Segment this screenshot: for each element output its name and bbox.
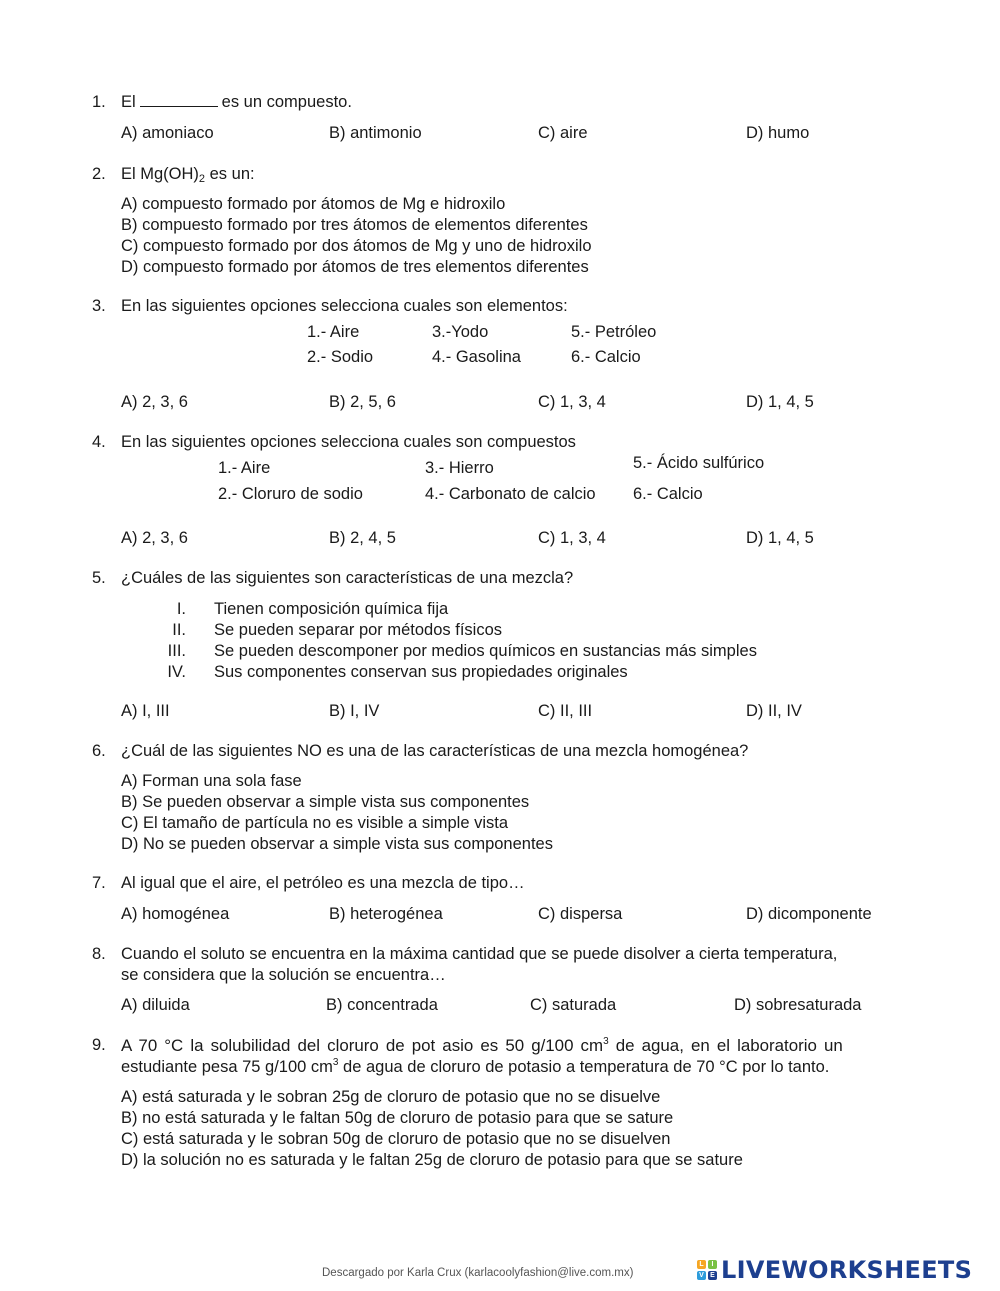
q2-option-c[interactable]: C) compuesto formado por dos átomos de Mg y uno de hidroxilo (121, 237, 592, 255)
q8-number: 8. (92, 945, 106, 963)
q6-number: 6. (92, 742, 106, 760)
q9-option-c[interactable]: C) está saturada y le sobran 50g de cloruro de potasio que no se disuelven (121, 1130, 671, 1148)
q7-option-a[interactable]: A) homogénea (121, 905, 230, 923)
q5-option-d[interactable]: D) II, IV (746, 702, 802, 720)
q1-option-b[interactable]: B) antimonio (329, 124, 422, 142)
q9-option-b[interactable]: B) no está saturada y le faltan 50g de cloruro de potasio para que se sature (121, 1109, 674, 1127)
q6-option-a[interactable]: A) Forman una sola fase (121, 772, 302, 790)
q7-option-c[interactable]: C) dispersa (538, 905, 623, 923)
q5-item: Se pueden separar por métodos físicos (214, 621, 503, 639)
logo-tile-e: E (708, 1271, 717, 1280)
q8-option-c[interactable]: C) saturada (530, 996, 617, 1014)
q1-text-after: es un compuesto. (221, 93, 352, 111)
q4-item: 6.- Calcio (633, 485, 703, 503)
q7-number: 7. (92, 874, 106, 892)
q1-text (121, 94, 352, 111)
q8-text-line2: se considera que la solución se encuentra… (121, 966, 446, 984)
q3-item: 6.- Calcio (571, 348, 641, 366)
q5-option-c[interactable]: C) II, III (538, 702, 593, 720)
q3-item: 2.- Sodio (307, 348, 374, 366)
q2-number: 2. (92, 165, 106, 183)
q2-subscript: 2 (198, 173, 206, 185)
q9-line1-end: de agua, en el laboratorio un (608, 1036, 843, 1055)
q5-item: Se pueden descomponer por medios químicos en sustancias más simples (214, 642, 757, 660)
q3-option-c[interactable]: C) 1, 3, 4 (538, 393, 606, 411)
q1-number: 1. (92, 93, 106, 111)
q9-number: 9. (92, 1036, 106, 1054)
q6-option-b[interactable]: B) Se pueden observar a simple vista sus componentes (121, 793, 530, 811)
q2-option-b[interactable]: B) compuesto formado por tres átomos de elementos diferentes (121, 216, 588, 234)
q3-item: 5.- Petróleo (571, 323, 657, 341)
q5-item: Sus componentes conservan sus propiedades originales (214, 663, 628, 681)
liveworksheets-logo-icon (697, 1260, 717, 1280)
q4-item: 3.- Hierro (425, 459, 494, 477)
q4-option-a[interactable]: A) 2, 3, 6 (121, 529, 188, 547)
q1-option-a[interactable]: A) amoniaco (121, 124, 214, 142)
q1-option-d[interactable]: D) humo (746, 124, 810, 142)
download-attribution: Descargado por Karla Crux (karlacoolyfashion@live.com.mx) (322, 1267, 634, 1279)
q2-text (121, 166, 255, 185)
q6-option-c[interactable]: C) El tamaño de partícula no es visible a simple vista (121, 814, 509, 832)
q4-item: 1.- Aire (218, 459, 271, 477)
q9-line2-start: estudiante pesa 75 g/100 cm (121, 1058, 333, 1076)
q3-option-a[interactable]: A) 2, 3, 6 (121, 393, 188, 411)
q1-text-before: El (121, 93, 136, 111)
q4-option-c[interactable]: C) 1, 3, 4 (538, 529, 606, 547)
q6-text: ¿Cuál de las siguientes NO es una de las características de una mezcla homogénea? (121, 742, 749, 760)
q5-roman-numeral: III. (167, 642, 186, 660)
q3-option-d[interactable]: D) 1, 4, 5 (746, 393, 814, 411)
q9-superscript: 3 (332, 1057, 339, 1068)
logo-tile-l: L (697, 1260, 706, 1269)
q5-roman-numeral: IV. (167, 663, 186, 681)
q8-text-line1: Cuando el soluto se encuentra en la máxima cantidad que se puede disolver a cierta temperatura, (121, 945, 838, 963)
q9-text-line1 (121, 1037, 843, 1055)
liveworksheets-logo[interactable] (697, 1256, 972, 1284)
logo-tile-v: V (697, 1271, 706, 1280)
logo-tile-i: I (708, 1260, 717, 1269)
q4-text: En las siguientes opciones selecciona cuales son compuestos (121, 433, 576, 451)
q4-option-d[interactable]: D) 1, 4, 5 (746, 529, 814, 547)
q5-text: ¿Cuáles de las siguientes son características de una mezcla? (121, 569, 574, 587)
q2-option-a[interactable]: A) compuesto formado por átomos de Mg e hidroxilo (121, 195, 506, 213)
q5-item: Tienen composición química fija (214, 600, 449, 618)
q6-option-d[interactable]: D) No se pueden observar a simple vista sus componentes (121, 835, 553, 853)
q3-item: 3.-Yodo (432, 323, 489, 341)
q4-number: 4. (92, 433, 106, 451)
q4-option-b[interactable]: B) 2, 4, 5 (329, 529, 396, 547)
q3-option-b[interactable]: B) 2, 5, 6 (329, 393, 396, 411)
q9-option-a[interactable]: A) está saturada y le sobran 25g de cloruro de potasio que no se disuelve (121, 1088, 661, 1106)
q9-text-line2 (121, 1058, 829, 1076)
q4-item: 5.- Ácido sulfúrico (633, 454, 765, 472)
q4-item: 4.- Carbonato de calcio (425, 485, 596, 503)
liveworksheets-logo-text: LIVEWORKSHEETS (721, 1256, 973, 1284)
q9-option-d[interactable]: D) la solución no es saturada y le faltan 25g de cloruro de potasio para que se sature (121, 1151, 743, 1169)
q4-item: 2.- Cloruro de sodio (218, 485, 363, 503)
q7-option-d[interactable]: D) dicomponente (746, 905, 872, 923)
q8-option-d[interactable]: D) sobresaturada (734, 996, 862, 1014)
q5-option-b[interactable]: B) I, IV (329, 702, 380, 720)
q5-roman-numeral: II. (172, 621, 186, 639)
q7-option-b[interactable]: B) heterogénea (329, 905, 443, 923)
q2-text-suffix: es un: (205, 165, 255, 183)
q3-number: 3. (92, 297, 106, 315)
q5-option-a[interactable]: A) I, III (121, 702, 170, 720)
q1-option-c[interactable]: C) aire (538, 124, 588, 142)
q5-roman-numeral: I. (176, 600, 186, 618)
q2-text-prefix: El Mg(OH) (121, 165, 199, 183)
q1-blank[interactable] (140, 105, 218, 107)
q9-line1-start: A 70 °C la solubilidad del cloruro de pot asio es 50 g/100 cm (121, 1036, 604, 1055)
q9-superscript: 3 (603, 1036, 609, 1047)
q2-option-d[interactable]: D) compuesto formado por átomos de tres elementos diferentes (121, 258, 589, 276)
q8-option-a[interactable]: A) diluida (121, 996, 190, 1014)
q9-line2-end: de agua de cloruro de potasio a temperatura de 70 °C por lo tanto. (338, 1058, 830, 1076)
q3-item: 4.- Gasolina (432, 348, 521, 366)
q3-item: 1.- Aire (307, 323, 360, 341)
q7-text: Al igual que el aire, el petróleo es una mezcla de tipo… (121, 874, 525, 892)
q8-option-b[interactable]: B) concentrada (326, 996, 438, 1014)
q3-text: En las siguientes opciones selecciona cuales son elementos: (121, 297, 568, 315)
q5-number: 5. (92, 569, 106, 587)
